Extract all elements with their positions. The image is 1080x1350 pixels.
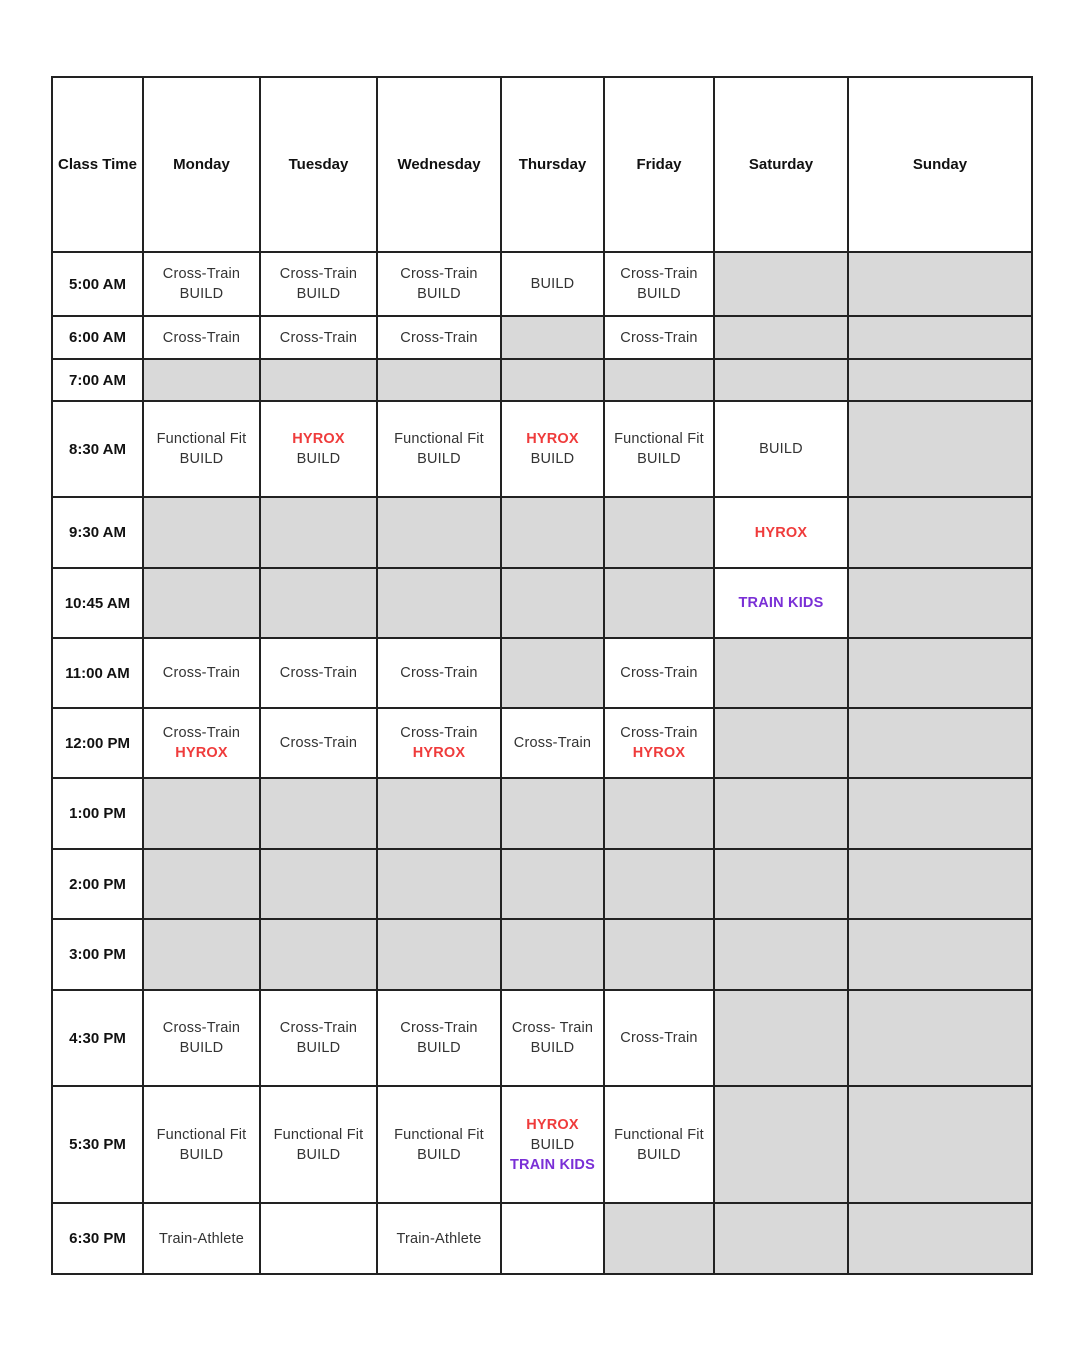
header-day: Friday [604, 77, 714, 252]
class-slot-cell [260, 990, 377, 1086]
class-name: Train-Athlete [158, 1230, 245, 1247]
empty-slot-cell [260, 849, 377, 919]
empty-slot-cell [604, 359, 714, 401]
schedule-row [52, 990, 1032, 1086]
class-name: Cross-Train [279, 735, 358, 751]
empty-slot-cell [604, 849, 714, 919]
class-name: Functional Fit [156, 1126, 247, 1143]
empty-slot-cell [260, 568, 377, 638]
time-slot-label: 12:00 PM [52, 708, 143, 778]
schedule-row [52, 359, 1032, 401]
empty-slot-cell [714, 919, 848, 990]
class-slot-cell [501, 401, 604, 497]
class-name: HYROX [292, 431, 345, 447]
empty-slot-cell [143, 778, 260, 849]
schedule-row [52, 919, 1032, 990]
class-name: Cross-Train [279, 1020, 358, 1036]
header-day: Monday [143, 77, 260, 252]
class-schedule-table [51, 76, 1033, 1275]
class-slot-cell [604, 316, 714, 359]
class-name: Cross-Train [279, 266, 358, 282]
empty-slot-cell [714, 778, 848, 849]
time-slot-label: 5:00 AM [52, 252, 143, 316]
class-name: BUILD [759, 441, 803, 457]
class-name: Cross-Train [620, 266, 698, 282]
empty-slot-cell [714, 638, 848, 708]
header-row [52, 77, 1032, 252]
class-name: Cross-Train [162, 266, 241, 282]
empty-slot-cell [377, 359, 501, 401]
header-day: Tuesday [260, 77, 377, 252]
class-name: BUILD [296, 286, 341, 302]
empty-slot-cell [848, 849, 1032, 919]
class-name: BUILD [417, 286, 461, 302]
class-slot-cell [143, 1086, 260, 1203]
class-name: Cross-Train [513, 735, 592, 751]
empty-slot-cell [260, 919, 377, 990]
empty-slot-cell [377, 919, 501, 990]
time-slot-label: 6:30 PM [52, 1203, 143, 1274]
empty-slot-cell [714, 1086, 848, 1203]
empty-slot-cell [501, 568, 604, 638]
empty-slot-cell [377, 568, 501, 638]
empty-slot-cell [848, 401, 1032, 497]
class-name: TRAIN KIDS [510, 1156, 595, 1173]
schedule-row [52, 568, 1032, 638]
class-slot-cell [714, 497, 848, 568]
empty-slot-cell [604, 778, 714, 849]
time-slot-label: 8:30 AM [52, 401, 143, 497]
empty-slot-cell [604, 568, 714, 638]
class-name: BUILD [179, 451, 224, 467]
class-name: BUILD [179, 286, 224, 302]
empty-slot-cell [714, 359, 848, 401]
class-name: BUILD [179, 1040, 224, 1056]
class-slot-cell [143, 990, 260, 1086]
class-name: Cross-Train [400, 725, 478, 741]
empty-slot-cell [501, 359, 604, 401]
class-slot-cell [260, 638, 377, 708]
class-name: Cross-Train [400, 1020, 478, 1036]
empty-slot-cell [501, 316, 604, 359]
empty-slot-cell [501, 919, 604, 990]
empty-slot-cell [377, 778, 501, 849]
class-name: BUILD [637, 286, 681, 302]
empty-slot-cell [501, 778, 604, 849]
schedule-row [52, 849, 1032, 919]
class-slot-cell [714, 401, 848, 497]
empty-slot-cell [143, 919, 260, 990]
class-name: Cross-Train [162, 1020, 241, 1036]
class-slot-cell [501, 1203, 604, 1274]
header-class-time: Class Time [52, 77, 143, 252]
class-name: HYROX [175, 745, 228, 761]
class-name: HYROX [526, 431, 579, 447]
schedule-row [52, 401, 1032, 497]
schedule-row [52, 252, 1032, 316]
class-slot-cell [604, 708, 714, 778]
class-name: HYROX [412, 745, 466, 761]
empty-slot-cell [501, 849, 604, 919]
class-slot-cell [377, 252, 501, 316]
empty-slot-cell [714, 1203, 848, 1274]
schedule-row [52, 708, 1032, 778]
class-name: Functional Fit [394, 431, 484, 447]
class-name: Cross-Train [400, 266, 478, 282]
class-slot-cell [714, 568, 848, 638]
class-name: Functional Fit [273, 1126, 364, 1143]
class-slot-cell [143, 252, 260, 316]
class-slot-cell [501, 1086, 604, 1203]
class-name: BUILD [296, 451, 341, 467]
class-name: Functional Fit [156, 431, 247, 447]
time-slot-label: 5:30 PM [52, 1086, 143, 1203]
empty-slot-cell [143, 849, 260, 919]
class-name: Cross-Train [162, 665, 241, 681]
class-slot-cell [143, 708, 260, 778]
class-name: BUILD [530, 276, 575, 292]
class-name: HYROX [526, 1116, 579, 1133]
schedule-row [52, 497, 1032, 568]
class-name: BUILD [417, 451, 461, 467]
time-slot-label: 11:00 AM [52, 638, 143, 708]
schedule-row [52, 1086, 1032, 1203]
header-day: Wednesday [377, 77, 501, 252]
empty-slot-cell [848, 1203, 1032, 1274]
class-slot-cell [143, 401, 260, 497]
class-slot-cell [377, 990, 501, 1086]
class-name: Cross- Train [511, 1020, 594, 1036]
class-name: Cross-Train [400, 329, 478, 346]
class-slot-cell [501, 990, 604, 1086]
empty-slot-cell [848, 568, 1032, 638]
empty-slot-cell [714, 252, 848, 316]
empty-slot-cell [260, 359, 377, 401]
class-name: BUILD [637, 1146, 681, 1163]
empty-slot-cell [714, 990, 848, 1086]
class-name: Train-Athlete [396, 1230, 482, 1247]
empty-slot-cell [848, 252, 1032, 316]
class-name: Functional Fit [614, 431, 704, 447]
class-name: Cross-Train [620, 1030, 698, 1046]
class-name: BUILD [417, 1040, 461, 1056]
class-name: Cross-Train [162, 329, 241, 346]
class-slot-cell [377, 401, 501, 497]
class-slot-cell [260, 1203, 377, 1274]
empty-slot-cell [848, 1086, 1032, 1203]
class-slot-cell [260, 1086, 377, 1203]
empty-slot-cell [143, 497, 260, 568]
class-slot-cell [260, 252, 377, 316]
empty-slot-cell [848, 778, 1032, 849]
class-name: Functional Fit [394, 1126, 484, 1143]
class-name: BUILD [296, 1040, 341, 1056]
class-name: BUILD [530, 451, 575, 467]
empty-slot-cell [848, 359, 1032, 401]
time-slot-label: 2:00 PM [52, 849, 143, 919]
class-slot-cell [143, 316, 260, 359]
class-slot-cell [377, 638, 501, 708]
time-slot-label: 6:00 AM [52, 316, 143, 359]
empty-slot-cell [143, 359, 260, 401]
empty-slot-cell [604, 919, 714, 990]
class-name: Cross-Train [620, 725, 698, 741]
empty-slot-cell [714, 849, 848, 919]
class-name: Cross-Train [620, 329, 698, 346]
empty-slot-cell [604, 1203, 714, 1274]
empty-slot-cell [501, 497, 604, 568]
empty-slot-cell [848, 919, 1032, 990]
empty-slot-cell [143, 568, 260, 638]
class-slot-cell [604, 1086, 714, 1203]
class-slot-cell [604, 638, 714, 708]
schedule-row [52, 638, 1032, 708]
header-day: Sunday [848, 77, 1032, 252]
class-slot-cell [143, 1203, 260, 1274]
class-name: BUILD [530, 1040, 575, 1056]
class-name: BUILD [296, 1146, 341, 1163]
class-slot-cell [377, 316, 501, 359]
empty-slot-cell [604, 497, 714, 568]
schedule-body [52, 252, 1032, 1274]
empty-slot-cell [377, 849, 501, 919]
class-slot-cell [501, 252, 604, 316]
class-slot-cell [260, 401, 377, 497]
class-name: Cross-Train [162, 725, 241, 741]
empty-slot-cell [501, 638, 604, 708]
class-name: BUILD [530, 1136, 575, 1153]
class-name: HYROX [632, 745, 686, 761]
empty-slot-cell [848, 708, 1032, 778]
empty-slot-cell [377, 497, 501, 568]
schedule-row [52, 1203, 1032, 1274]
class-name: Cross-Train [400, 665, 478, 681]
schedule-row [52, 316, 1032, 359]
empty-slot-cell [848, 990, 1032, 1086]
class-name: BUILD [179, 1146, 224, 1163]
class-name: Functional Fit [614, 1126, 704, 1143]
class-slot-cell [604, 990, 714, 1086]
schedule-row [52, 778, 1032, 849]
header-day: Saturday [714, 77, 848, 252]
empty-slot-cell [260, 497, 377, 568]
class-name: Cross-Train [279, 329, 358, 346]
class-slot-cell [604, 252, 714, 316]
class-slot-cell [377, 708, 501, 778]
class-name: BUILD [417, 1146, 461, 1163]
class-name: Cross-Train [279, 665, 358, 681]
class-name: Cross-Train [620, 665, 698, 681]
time-slot-label: 3:00 PM [52, 919, 143, 990]
empty-slot-cell [848, 497, 1032, 568]
empty-slot-cell [848, 316, 1032, 359]
empty-slot-cell [714, 708, 848, 778]
class-slot-cell [377, 1086, 501, 1203]
class-slot-cell [604, 401, 714, 497]
class-name: HYROX [754, 524, 808, 541]
class-slot-cell [260, 708, 377, 778]
class-slot-cell [260, 316, 377, 359]
header-day: Thursday [501, 77, 604, 252]
time-slot-label: 1:00 PM [52, 778, 143, 849]
empty-slot-cell [714, 316, 848, 359]
class-name: TRAIN KIDS [738, 595, 824, 611]
time-slot-label: 4:30 PM [52, 990, 143, 1086]
empty-slot-cell [848, 638, 1032, 708]
empty-slot-cell [260, 778, 377, 849]
time-slot-label: 10:45 AM [52, 568, 143, 638]
class-slot-cell [377, 1203, 501, 1274]
class-slot-cell [143, 638, 260, 708]
time-slot-label: 9:30 AM [52, 497, 143, 568]
time-slot-label: 7:00 AM [52, 359, 143, 401]
class-slot-cell [501, 708, 604, 778]
class-name: BUILD [637, 451, 681, 467]
